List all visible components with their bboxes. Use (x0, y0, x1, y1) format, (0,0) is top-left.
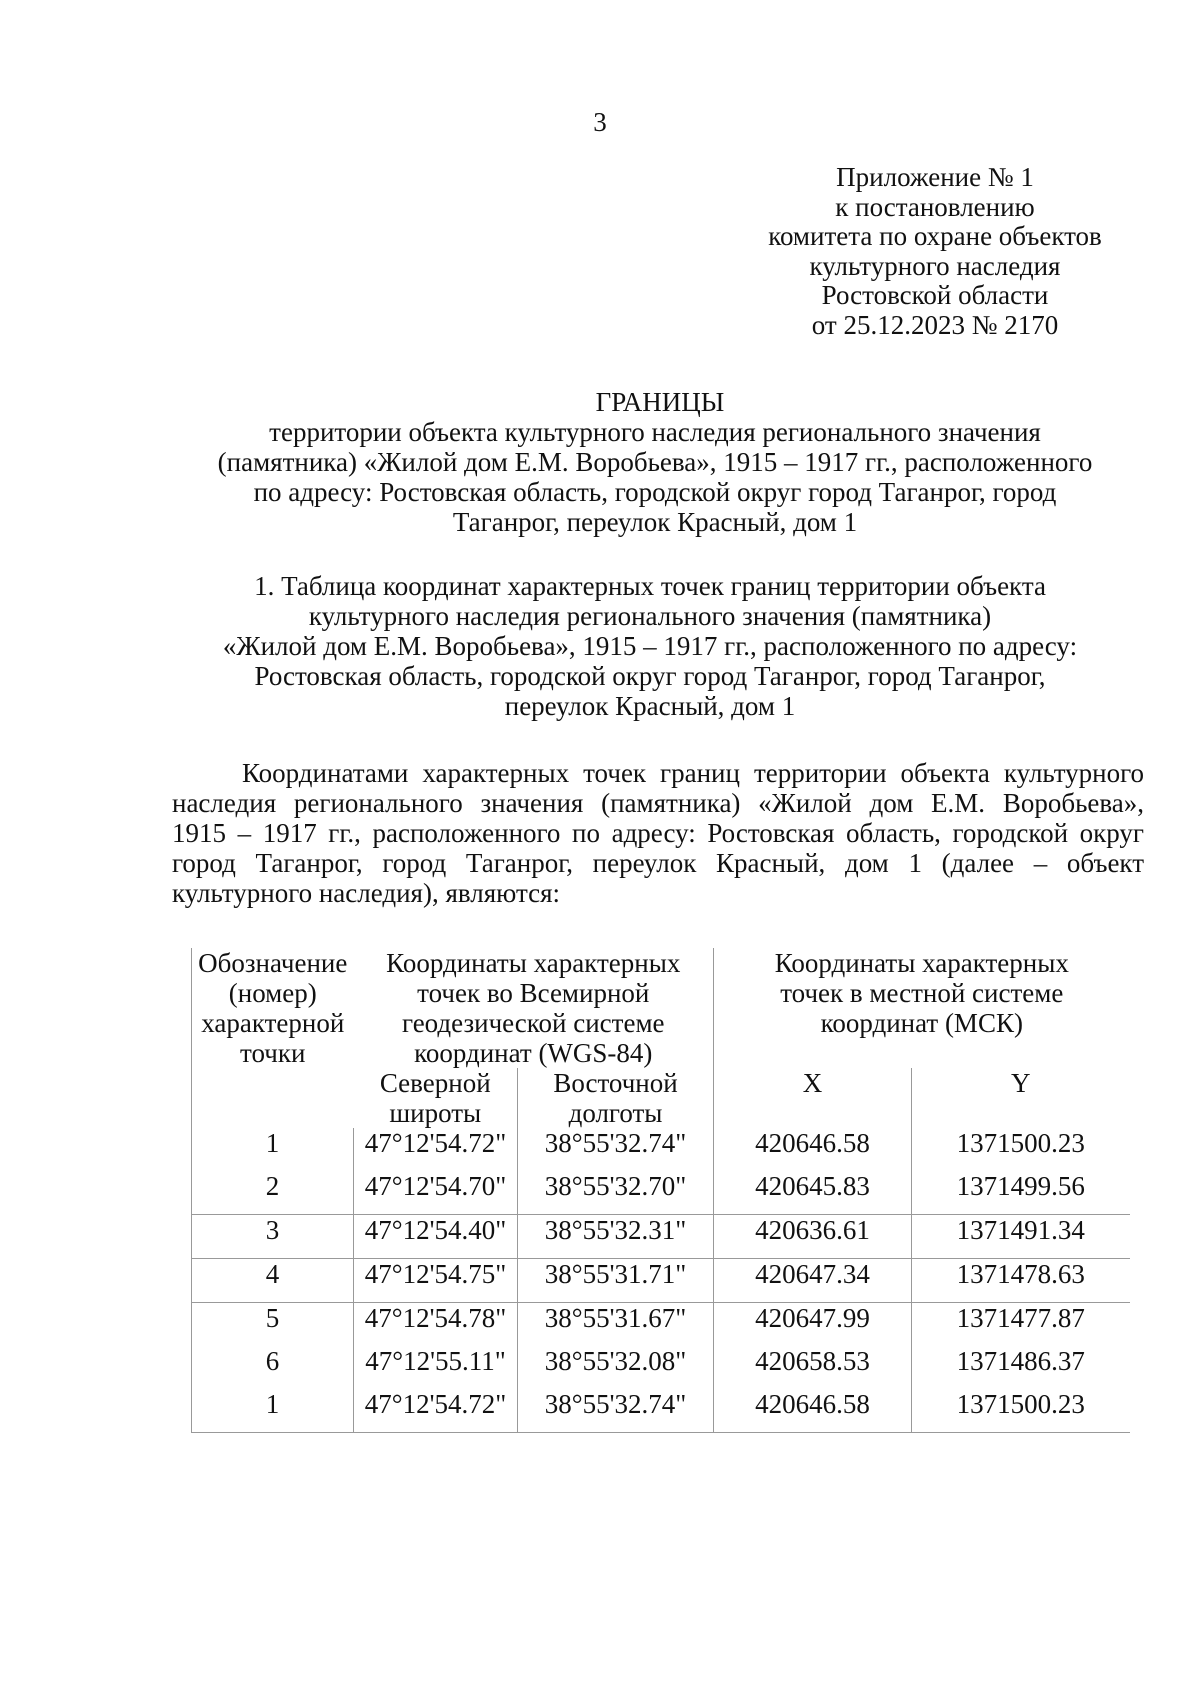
cell-lat: 47°12'54.72" (354, 1389, 518, 1433)
cell-lat: 47°12'54.78" (354, 1303, 518, 1347)
cell-lat: 47°12'55.11" (354, 1346, 518, 1389)
table-header-row (192, 948, 1130, 1068)
section-line: переулок Красный, дом 1 (504, 691, 796, 721)
cell-x: 420647.99 (714, 1303, 912, 1347)
appendix-line: от 25.12.2023 № 2170 (811, 309, 1059, 340)
cell-lat: 47°12'54.75" (354, 1259, 518, 1303)
section-line: культурного наследия регионального значения (памятника) (308, 601, 992, 631)
header-point-number: Обозначение (номер) характерной точки (192, 948, 354, 1128)
cell-y: 1371478.63 (912, 1259, 1130, 1303)
section-line: «Жилой дом Е.М. Воробьева», 1915 – 1917 гг., расположенного по адресу: (222, 631, 1078, 661)
appendix-line: Ростовской области (821, 280, 1049, 311)
cell-lon: 38°55'32.31" (518, 1215, 714, 1259)
cell-lon: 38°55'31.67" (518, 1303, 714, 1347)
cell-point: 5 (192, 1303, 354, 1347)
cell-lon: 38°55'32.70" (518, 1171, 714, 1215)
header-longitude: Восточной долготы (518, 1068, 714, 1128)
header-y: Y (912, 1068, 1130, 1128)
header-msk-group: Координаты характерных точек в местной системе координат (МСК) (714, 948, 1130, 1068)
cell-lon: 38°55'31.71" (518, 1259, 714, 1303)
table-row (192, 1259, 1130, 1303)
table-row (192, 1215, 1130, 1259)
section-line: 1. Таблица координат характерных точек границ территории объекта (254, 571, 1046, 601)
appendix-line: культурного наследия (809, 250, 1061, 281)
cell-x: 420646.58 (714, 1128, 912, 1171)
table-row (192, 1171, 1130, 1215)
cell-lon: 38°55'32.08" (518, 1346, 714, 1389)
body-paragraph (172, 758, 1144, 908)
header-latitude: Северной широты (379, 1068, 491, 1128)
subtitle-line: по адресу: Ростовская область, городской округ город Таганрог, город (253, 477, 1057, 507)
table-row (192, 1128, 1130, 1171)
document-subtitle (190, 417, 1120, 537)
paragraph-line: культурного наследия), являются: (172, 878, 561, 908)
paragraph-line: 1915 – 1917 гг., расположенного по адресу: Ростовская область, городской округ (172, 818, 1144, 848)
cell-lat: 47°12'54.72" (354, 1128, 518, 1171)
cell-lon: 38°55'32.74" (518, 1389, 714, 1433)
subtitle-line: (памятника) «Жилой дом Е.М. Воробьева», 1915 – 1917 гг., расположенного (217, 447, 1093, 477)
cell-point: 3 (192, 1215, 354, 1259)
paragraph-line: город Таганрог, город Таганрог, переулок Красный, дом 1 (далее – объект (172, 848, 1144, 878)
cell-x: 420645.83 (714, 1171, 912, 1215)
section-heading (180, 571, 1120, 721)
cell-x: 420636.61 (714, 1215, 912, 1259)
cell-lat: 47°12'54.70" (354, 1171, 518, 1215)
page-number: 3 (593, 107, 607, 137)
cell-point: 1 (192, 1128, 354, 1171)
subtitle-line: территории объекта культурного наследия регионального значения (269, 417, 1041, 447)
subtitle-line: Таганрог, переулок Красный, дом 1 (452, 507, 858, 537)
cell-point: 4 (192, 1259, 354, 1303)
cell-y: 1371499.56 (912, 1171, 1130, 1215)
header-wgs84-group: Координаты характерных точек во Всемирной геодезической системе координат (WGS-84) (386, 948, 681, 1068)
appendix-line: комитета по охране объектов (768, 221, 1102, 252)
document-title: ГРАНИЦЫ (595, 387, 725, 417)
appendix-heading (755, 163, 1115, 341)
appendix-line: Приложение № 1 (836, 162, 1034, 192)
table-row (192, 1346, 1130, 1389)
table-row (192, 1303, 1130, 1347)
header-x: X (714, 1068, 912, 1128)
cell-y: 1371500.23 (912, 1389, 1130, 1433)
cell-lat: 47°12'54.40" (354, 1215, 518, 1259)
section-line: Ростовская область, городской округ город Таганрог, город Таганрог, (254, 661, 1046, 691)
cell-y: 1371477.87 (912, 1303, 1130, 1347)
cell-y: 1371491.34 (912, 1215, 1130, 1259)
cell-y: 1371500.23 (912, 1128, 1130, 1171)
cell-lon: 38°55'32.74" (518, 1128, 714, 1171)
cell-x: 420646.58 (714, 1389, 912, 1433)
cell-x: 420658.53 (714, 1346, 912, 1389)
cell-x: 420647.34 (714, 1259, 912, 1303)
appendix-line: к постановлению (835, 191, 1035, 222)
coordinates-table (191, 948, 1130, 1433)
paragraph-line: Координатами характерных точек границ территории объекта культурного (242, 758, 1144, 788)
table-row (192, 1389, 1130, 1433)
paragraph-line: наследия регионального значения (памятника) «Жилой дом Е.М. Воробьева», (172, 788, 1144, 818)
cell-point: 2 (192, 1171, 354, 1215)
cell-y: 1371486.37 (912, 1346, 1130, 1389)
cell-point: 1 (192, 1389, 354, 1433)
cell-point: 6 (192, 1346, 354, 1389)
